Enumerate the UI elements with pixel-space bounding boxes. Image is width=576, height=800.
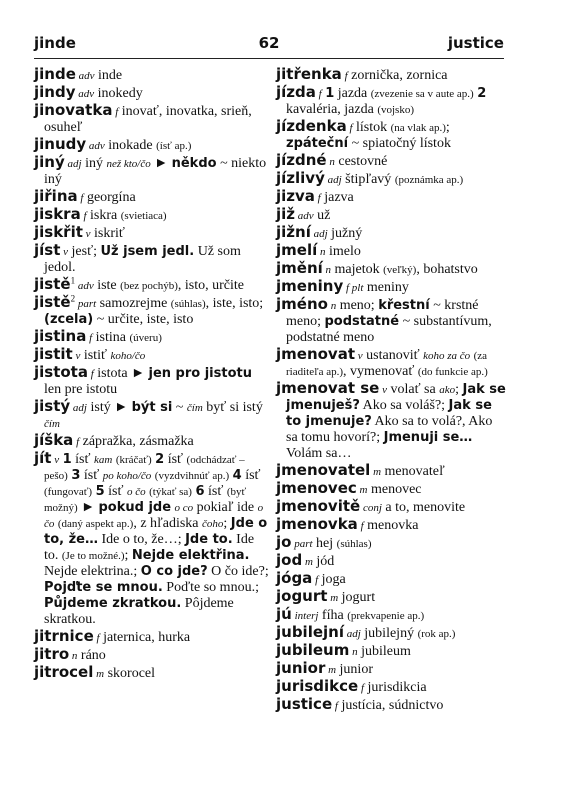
translation: samozrejme — [96, 296, 171, 311]
headword: jízda — [276, 83, 316, 101]
grammar-label: f — [80, 210, 87, 222]
grammar-label: f — [86, 332, 93, 344]
headword: jistě — [34, 293, 71, 311]
entry-jmenovat — [276, 346, 506, 380]
entry-jiskra — [34, 206, 270, 224]
sense-note: (vojsko) — [377, 104, 414, 116]
translation: ísť — [104, 484, 127, 499]
translation: ► — [77, 500, 99, 515]
sense-note: (veľký) — [383, 264, 417, 276]
translation: iskriť — [90, 226, 125, 241]
sense-note: (daný aspekt ap.) — [57, 518, 134, 530]
headword: jú — [276, 605, 292, 623]
grammar-label: f — [332, 700, 338, 712]
grammar-label: koho/čo — [110, 350, 146, 362]
translation: ~ spiatočný lístok — [348, 136, 451, 151]
translation: fíha — [318, 608, 348, 623]
homonym-number: 2 — [70, 293, 76, 304]
translation: ~ niekto iný — [44, 156, 267, 187]
sense-number: 2 — [155, 452, 165, 467]
entry-jiskrit — [34, 224, 270, 242]
entry-jo — [276, 534, 506, 552]
headword: jod — [276, 551, 303, 569]
entry-junior — [276, 660, 506, 678]
grammar-label: f — [77, 192, 84, 204]
translation: skorocel — [104, 666, 156, 681]
entry-jizdenka — [276, 118, 506, 152]
headword: jo — [276, 533, 292, 551]
translation: , vymenovať — [343, 364, 418, 379]
grammar-label: f — [358, 682, 365, 694]
sense-note: (rok ap.) — [417, 628, 456, 640]
translation: ; — [445, 120, 450, 135]
headword: junior — [276, 659, 326, 677]
phrase: Jmenuji se… — [383, 430, 473, 445]
grammar-label: f plt — [343, 282, 364, 294]
translation: už — [313, 208, 331, 223]
translation: jogurt — [338, 590, 376, 605]
phrase: Jak se jmenuješ? — [286, 382, 506, 413]
grammar-label: kam — [93, 454, 113, 466]
homonym-number: 1 — [70, 275, 76, 286]
grammar-label: n — [326, 156, 335, 168]
sense-note: (týkať sa) — [149, 486, 192, 498]
translation: štipľavý — [341, 172, 395, 187]
headword: jindy — [34, 83, 76, 101]
entry-jistina — [34, 328, 270, 346]
translation: jaternica, hurka — [99, 630, 191, 645]
translation: imelo — [325, 244, 361, 259]
translation: pokiaľ ide — [193, 500, 258, 515]
grammar-label: v — [60, 246, 69, 258]
entry-jizva — [276, 188, 506, 206]
grammar-label: v — [82, 228, 91, 240]
grammar-label: n — [327, 300, 337, 312]
entry-jist — [34, 242, 270, 276]
translation: jurisdikcia — [364, 680, 427, 695]
grammar-label: adv — [86, 140, 105, 152]
headword: jistý — [34, 397, 71, 415]
headword: jmenovatel — [276, 461, 371, 479]
entry-jmeli — [276, 242, 506, 260]
grammar-label: m — [327, 592, 339, 604]
running-header — [34, 30, 504, 56]
translation: inovať, inovatka, srieň, osuheľ — [44, 104, 252, 135]
headword: jóga — [276, 569, 313, 587]
translation: istiť — [80, 348, 111, 363]
headword: jubileum — [276, 641, 350, 659]
grammar-label: adj — [343, 628, 361, 640]
sense-number: 6 — [195, 484, 205, 499]
grammar-label: f — [87, 368, 94, 380]
headword: jinudy — [34, 135, 87, 153]
headword: jmění — [276, 259, 323, 277]
grammar-label: v — [379, 384, 387, 396]
grammar-label: m — [325, 664, 337, 676]
grammar-label: v — [355, 350, 363, 362]
sense-note: (poznámka ap.) — [394, 174, 464, 186]
grammar-label: f — [112, 106, 119, 118]
translation: inokedy — [94, 86, 143, 101]
headword: jmenovec — [276, 479, 357, 497]
translation: joga — [318, 572, 346, 587]
entry-jmenovatel — [276, 462, 506, 480]
translation: jazda — [334, 86, 371, 101]
translation: Poďte so mnou.; — [162, 580, 259, 595]
sense-note: (Je to možné.) — [61, 550, 125, 562]
translation: Pôjdeme skratkou. — [44, 596, 234, 627]
headword: jinde — [34, 65, 76, 83]
headword: jmenovat — [276, 345, 355, 363]
grammar-label: koho za čo — [423, 350, 471, 362]
entry-jmeni — [276, 260, 506, 278]
entry-jizlivy — [276, 170, 506, 188]
headword: jitřenka — [276, 65, 342, 83]
entry-jit — [34, 450, 270, 628]
translation: menovateľ — [381, 464, 445, 479]
phrase: podstatné — [324, 314, 400, 329]
grammar-label: f — [312, 574, 319, 586]
grammar-label: čím — [44, 418, 60, 430]
grammar-label: o čo — [126, 486, 146, 498]
sense-note: (na vlak ap.) — [390, 122, 446, 134]
entry-jirina — [34, 188, 270, 206]
headword: jistit — [34, 345, 73, 363]
translation: istina — [92, 330, 130, 345]
headword: jubilejní — [276, 623, 344, 641]
translation: majetok — [331, 262, 384, 277]
sense-number: 2 — [477, 86, 487, 101]
grammar-label: f — [346, 122, 353, 134]
headword: již — [276, 205, 296, 223]
headword: jmeniny — [276, 277, 344, 295]
phrase: zpáteční — [286, 136, 349, 151]
phrase: křestní — [378, 298, 430, 313]
sense-note: (bez pochýb) — [120, 280, 178, 292]
translation: inde — [94, 68, 123, 83]
headword: justice — [276, 695, 333, 713]
grammar-label: n — [322, 264, 332, 276]
translation: jód — [312, 554, 335, 569]
sense-note: (fungovať) — [44, 486, 93, 498]
headword: jmelí — [276, 241, 318, 259]
translation: istý ► — [86, 400, 132, 415]
sense-note: (zvezenie sa v aute ap.) — [370, 88, 474, 100]
grammar-label: adj — [64, 158, 82, 170]
grammar-label: v — [51, 454, 60, 466]
headword: jmenovka — [276, 515, 358, 533]
grammar-label: o čo — [44, 502, 264, 530]
translation: menovka — [363, 518, 419, 533]
headword: jizva — [276, 187, 315, 205]
translation: jesť; — [68, 244, 101, 259]
headword: jistota — [34, 363, 88, 381]
entry-jizda — [276, 84, 506, 118]
grammar-label: adv — [75, 70, 95, 82]
sense-note: (do funkcie ap.) — [417, 366, 488, 378]
grammar-label: čím — [186, 402, 203, 414]
translation: ; — [124, 548, 132, 563]
sense-note: (svietiaca) — [120, 210, 167, 222]
translation: cestovné — [334, 154, 388, 169]
translation: meno; — [336, 298, 379, 313]
entry-jmeniny — [276, 278, 506, 296]
translation: byť si istý — [202, 400, 263, 415]
entry-jitrenka — [276, 66, 506, 84]
sense-note: (prekvapenie ap.) — [347, 610, 425, 622]
translation: zornička, zornica — [347, 68, 448, 83]
grammar-label: m — [93, 668, 105, 680]
entry-jinovatka — [34, 102, 270, 136]
grammar-label: o co — [174, 502, 194, 514]
translation: , z hľadiska — [133, 516, 203, 531]
phrase: jen pro jistotu — [148, 366, 252, 381]
translation: istota ► — [93, 366, 149, 381]
right-column — [276, 66, 506, 714]
translation: Ako sa to volá?, Ako sa tomu hovorí?; — [286, 414, 493, 445]
grammar-label: part — [291, 538, 313, 550]
grammar-label: v — [72, 350, 81, 362]
entry-jiska — [34, 432, 270, 450]
grammar-label: f — [341, 70, 348, 82]
translation: ; — [223, 516, 231, 531]
phrase: Jak se to jmenuje? — [286, 398, 492, 429]
entry-jinde — [34, 66, 270, 84]
entry-jiste2 — [34, 294, 270, 328]
headword: jogurt — [276, 587, 328, 605]
headword: jistě — [34, 275, 71, 293]
headword: jinovatka — [34, 101, 113, 119]
translation: ísť — [241, 468, 261, 483]
translation: , isto, určite — [177, 278, 244, 293]
left-column — [34, 66, 270, 682]
translation: justícia, súdnictvo — [337, 698, 444, 713]
translation: , bohatstvo — [416, 262, 478, 277]
header-first-headword: jinde — [34, 34, 76, 52]
sense-note: (za riaditeľa ap.) — [286, 350, 488, 378]
headword: jmenovitě — [276, 497, 361, 515]
translation: ráno — [77, 648, 106, 663]
phrase: Půjdeme zkratkou. — [44, 596, 182, 611]
translation: volať sa — [386, 382, 440, 397]
sense-note: (odchádzať – pešo) — [44, 454, 245, 482]
headword: jistina — [34, 327, 87, 345]
sense-note: (súhlas) — [336, 538, 372, 550]
grammar-label: f — [315, 88, 322, 100]
entry-jisty — [34, 398, 270, 432]
phrase: (zcela) — [44, 312, 94, 327]
translation: ► — [150, 156, 172, 171]
entry-jmeno — [276, 296, 506, 346]
headword: jitro — [34, 645, 70, 663]
headword: jízdné — [276, 151, 327, 169]
translation: hej — [312, 536, 337, 551]
page-number: 62 — [258, 34, 280, 52]
translation: lístok — [352, 120, 391, 135]
grammar-label: adv — [75, 88, 95, 100]
entry-jizni — [276, 224, 506, 242]
headword: jurisdikce — [276, 677, 359, 695]
grammar-label: interj — [291, 610, 319, 622]
translation: iný — [81, 156, 107, 171]
headword: jít — [34, 449, 52, 467]
headword: jíška — [34, 431, 74, 449]
translation: južný — [327, 226, 363, 241]
translation: iskra — [86, 208, 121, 223]
translation: ísť — [204, 484, 227, 499]
grammar-label: adv — [75, 280, 94, 292]
phrase: Jde to. — [185, 532, 233, 547]
headword: jíst — [34, 241, 61, 259]
translation: Ide o to, že…; — [98, 532, 186, 547]
translation: ísť — [80, 468, 103, 483]
grammar-label: n — [69, 650, 78, 662]
translation: , iste, isto; — [205, 296, 264, 311]
phrase: někdo — [171, 156, 217, 171]
entry-jmenovat_se — [276, 380, 506, 462]
grammar-label: m — [370, 466, 382, 478]
translation: jubilejný — [360, 626, 418, 641]
headword: jiřina — [34, 187, 78, 205]
sense-number: 3 — [71, 468, 81, 483]
sense-number: 5 — [95, 484, 105, 499]
translation: inokade — [104, 138, 157, 153]
entry-jizdne — [276, 152, 506, 170]
grammar-label: ako — [439, 384, 456, 396]
grammar-label: n — [317, 246, 326, 258]
entry-jmenovka — [276, 516, 506, 534]
translation: junior — [336, 662, 373, 677]
entry-jitrocel — [34, 664, 270, 682]
phrase: O co jde? — [140, 564, 208, 579]
sense-number: 1 — [325, 86, 335, 101]
phrase: být si — [131, 400, 173, 415]
translation: jubileum — [357, 644, 411, 659]
grammar-label: adj — [70, 402, 87, 414]
header-rule — [34, 58, 504, 59]
grammar-label: m — [356, 484, 368, 496]
entry-jindy — [34, 84, 270, 102]
entry-jistit — [34, 346, 270, 364]
headword: jiný — [34, 153, 65, 171]
headword: jitrocel — [34, 663, 94, 681]
grammar-label: f — [357, 520, 364, 532]
translation: a to, menovite — [381, 500, 466, 515]
grammar-label: f — [73, 436, 80, 448]
phrase: Jde o to, že… — [44, 516, 268, 547]
translation: Ide to. — [44, 532, 255, 563]
sense-number: 1 — [62, 452, 72, 467]
translation: ísť — [164, 452, 187, 467]
headword: jízlivý — [276, 169, 325, 187]
grammar-label: než kto/čo — [106, 158, 151, 170]
entry-jinudy — [34, 136, 270, 154]
translation: ; — [455, 382, 463, 397]
headword: jmenovat se — [276, 379, 380, 397]
entry-jiste1 — [34, 276, 270, 294]
grammar-label: conj — [360, 502, 382, 514]
grammar-label: po koho/čo — [102, 470, 152, 482]
sense-note: (úveru) — [129, 332, 162, 344]
entry-jubilejni — [276, 624, 506, 642]
entry-jitrnice — [34, 628, 270, 646]
grammar-label: adv — [295, 210, 314, 222]
grammar-label: adj — [310, 228, 328, 240]
headword: jízdenka — [276, 117, 347, 135]
translation: kavaléria, jazda — [286, 102, 378, 117]
translation: Volám sa… — [286, 446, 352, 461]
grammar-label: n — [349, 646, 358, 658]
entry-jubileum — [276, 642, 506, 660]
entry-jistota — [34, 364, 270, 398]
grammar-label: f — [314, 192, 321, 204]
translation: iste — [93, 278, 121, 293]
sense-note: (byť možný) — [44, 486, 247, 514]
translation: ~ krstné meno; — [286, 298, 479, 329]
sense-number: 4 — [232, 468, 242, 483]
headword: jméno — [276, 295, 328, 313]
translation: ustanoviť — [362, 348, 424, 363]
translation: georgína — [83, 190, 136, 205]
entry-joga — [276, 570, 506, 588]
entry-jiny — [34, 154, 270, 188]
sense-note: (vyzdvihnúť ap.) — [154, 470, 230, 482]
entry-justice — [276, 696, 506, 714]
entry-ju — [276, 606, 506, 624]
grammar-label: čoho — [202, 518, 224, 530]
translation: menovec — [367, 482, 422, 497]
grammar-label: m — [302, 556, 313, 568]
entry-jod — [276, 552, 506, 570]
translation: Nejde elektrina.; — [44, 564, 141, 579]
translation: len pre istotu — [44, 382, 118, 397]
translation: Ako sa voláš?; — [359, 398, 449, 413]
entry-jmenovite — [276, 498, 506, 516]
translation: ísť — [71, 452, 94, 467]
entry-jmenovec — [276, 480, 506, 498]
translation: Už som jedol. — [44, 244, 241, 275]
entry-jogurt — [276, 588, 506, 606]
entry-jurisdikce — [276, 678, 506, 696]
headword: jiskra — [34, 205, 81, 223]
translation: jazva — [320, 190, 354, 205]
grammar-label: part — [75, 298, 97, 310]
sense-note: (súhlas) — [170, 298, 206, 310]
entry-jitro — [34, 646, 270, 664]
translation: zápražka, zásmažka — [79, 434, 194, 449]
headword: jitrnice — [34, 627, 94, 645]
translation: ~ substantívum, podstatné meno — [286, 314, 492, 345]
header-last-headword: justice — [447, 34, 504, 52]
sense-note: (ísť ap.) — [156, 140, 192, 152]
phrase: pokud jde — [98, 500, 172, 515]
sense-note: (kráčať) — [115, 454, 152, 466]
headword: jiskřit — [34, 223, 83, 241]
headword: jižní — [276, 223, 311, 241]
phrase: Pojďte se mnou. — [44, 580, 163, 595]
phrase: Už jsem jedl. — [100, 244, 195, 259]
translation: ~ určite, iste, isto — [93, 312, 194, 327]
translation: O čo ide?; — [207, 564, 269, 579]
entry-jiz — [276, 206, 506, 224]
grammar-label: adj — [324, 174, 342, 186]
translation: meniny — [363, 280, 409, 295]
phrase: Nejde elektřina. — [131, 548, 250, 563]
grammar-label: f — [93, 632, 100, 644]
translation: ~ — [172, 400, 187, 415]
